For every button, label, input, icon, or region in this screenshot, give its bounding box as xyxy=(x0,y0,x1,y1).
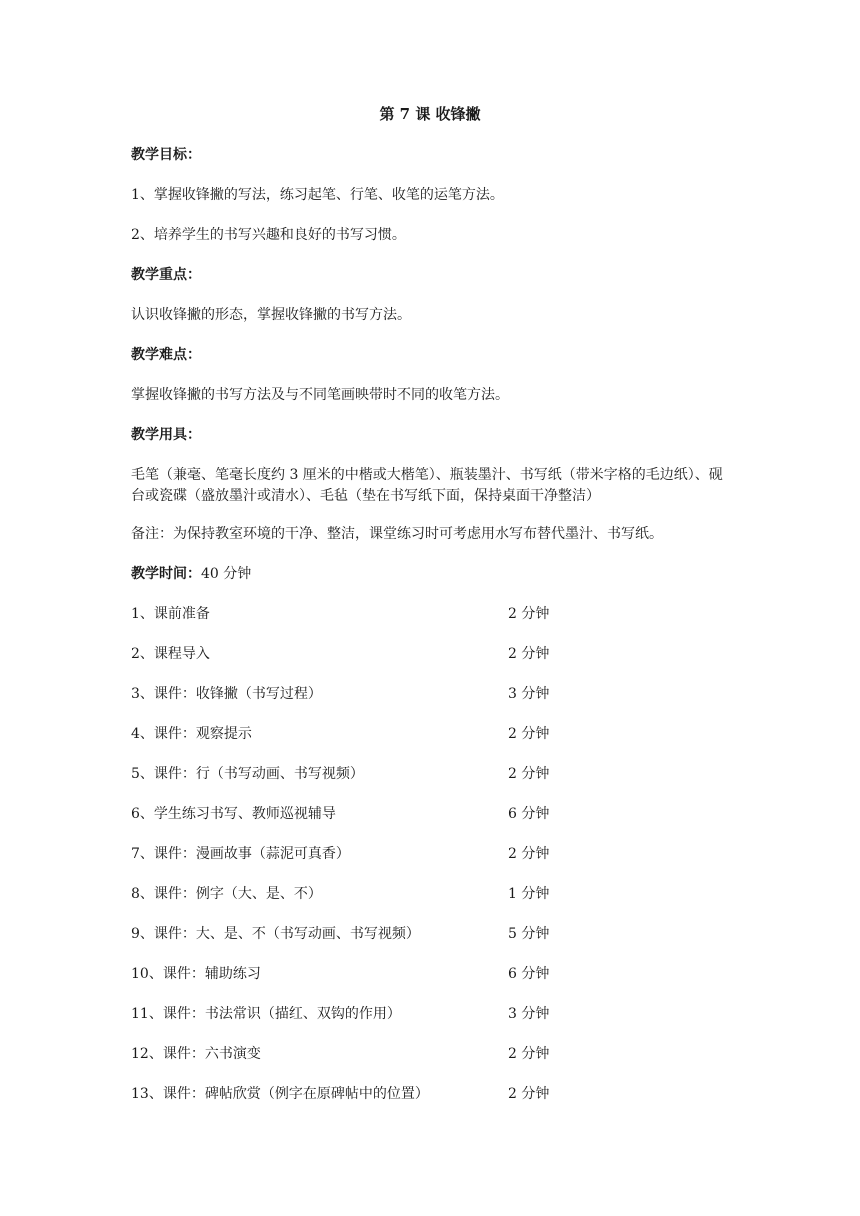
schedule-duration: 6 分钟 xyxy=(508,966,550,982)
schedule-item: 12、课件：六书演变 xyxy=(131,1046,261,1062)
schedule-duration: 3 分钟 xyxy=(508,1006,550,1022)
schedule-duration: 2 分钟 xyxy=(508,766,550,782)
schedule-duration: 5 分钟 xyxy=(508,926,550,942)
schedule-row xyxy=(131,1044,731,1064)
schedule-row xyxy=(131,764,731,784)
key-points-heading: 教学重点： xyxy=(131,267,201,283)
schedule-row xyxy=(131,604,731,624)
teaching-time-value: 40 分钟 xyxy=(201,566,252,582)
objective-item-2: 2、培养学生的书写兴趣和良好的书写习惯。 xyxy=(131,227,406,243)
objective-item-1: 1、掌握收锋撇的写法，练习起笔、行笔、收笔的运笔方法。 xyxy=(131,187,504,203)
tools-heading: 教学用具： xyxy=(131,427,201,443)
schedule-row xyxy=(131,1004,731,1024)
schedule-duration: 1 分钟 xyxy=(508,886,550,902)
schedule-row xyxy=(131,644,731,664)
schedule-item: 1、课前准备 xyxy=(131,606,210,622)
schedule-row xyxy=(131,1084,731,1104)
schedule-item: 8、课件：例字（大、是、不） xyxy=(131,886,322,902)
schedule-duration: 2 分钟 xyxy=(508,1086,550,1102)
schedule-item: 2、课程导入 xyxy=(131,646,210,662)
schedule-duration: 2 分钟 xyxy=(508,726,550,742)
schedule-item: 7、课件：漫画故事（蒜泥可真香） xyxy=(131,846,350,862)
difficulties-text: 掌握收锋撇的书写方法及与不同笔画映带时不同的收笔方法。 xyxy=(131,387,509,403)
schedule-item: 3、课件：收锋撇（书写过程） xyxy=(131,686,322,702)
objectives-heading: 教学目标： xyxy=(131,147,201,163)
schedule-item: 6、学生练习书写、教师巡视辅导 xyxy=(131,806,336,822)
schedule-row xyxy=(131,724,731,744)
schedule-duration: 2 分钟 xyxy=(508,606,550,622)
schedule-duration: 2 分钟 xyxy=(508,846,550,862)
teaching-time xyxy=(131,564,731,584)
schedule-row xyxy=(131,844,731,864)
schedule-item: 11、课件：书法常识（描红、双钩的作用） xyxy=(131,1006,401,1022)
schedule-duration: 6 分钟 xyxy=(508,806,550,822)
schedule-duration: 2 分钟 xyxy=(508,1046,550,1062)
tools-text: 毛笔（兼毫、笔毫长度约 3 厘米的中楷或大楷笔）、瓶装墨汁、书写纸（带米字格的毛边纸）、砚台或瓷碟（盛放墨汁或清水）、毛毡（垫在书写纸下面，保持桌面干净整洁） xyxy=(131,467,723,504)
schedule-list xyxy=(131,604,731,1104)
tools-note: 备注：为保持教室环境的干净、整洁，课堂练习时可考虑用水写布替代墨汁、书写纸。 xyxy=(131,526,663,542)
schedule-item: 9、课件：大、是、不（书写动画、书写视频） xyxy=(131,926,420,942)
schedule-row xyxy=(131,964,731,984)
schedule-item: 4、课件：观察提示 xyxy=(131,726,252,742)
difficulties-heading: 教学难点： xyxy=(131,347,201,363)
schedule-row xyxy=(131,884,731,904)
schedule-item: 5、课件：行（书写动画、书写视频） xyxy=(131,766,364,782)
schedule-row xyxy=(131,804,731,824)
schedule-item: 13、课件：碑帖欣赏（例字在原碑帖中的位置） xyxy=(131,1086,429,1102)
teaching-time-label: 教学时间： xyxy=(131,566,201,582)
lesson-title: 第 7 课 收锋撇 xyxy=(379,105,481,123)
schedule-item: 10、课件：辅助练习 xyxy=(131,966,261,982)
key-points-text: 认识收锋撇的形态，掌握收锋撇的书写方法。 xyxy=(131,307,411,323)
schedule-row xyxy=(131,924,731,944)
schedule-duration: 2 分钟 xyxy=(508,646,550,662)
lesson-content xyxy=(131,145,731,1124)
schedule-row xyxy=(131,684,731,704)
schedule-duration: 3 分钟 xyxy=(508,686,550,702)
